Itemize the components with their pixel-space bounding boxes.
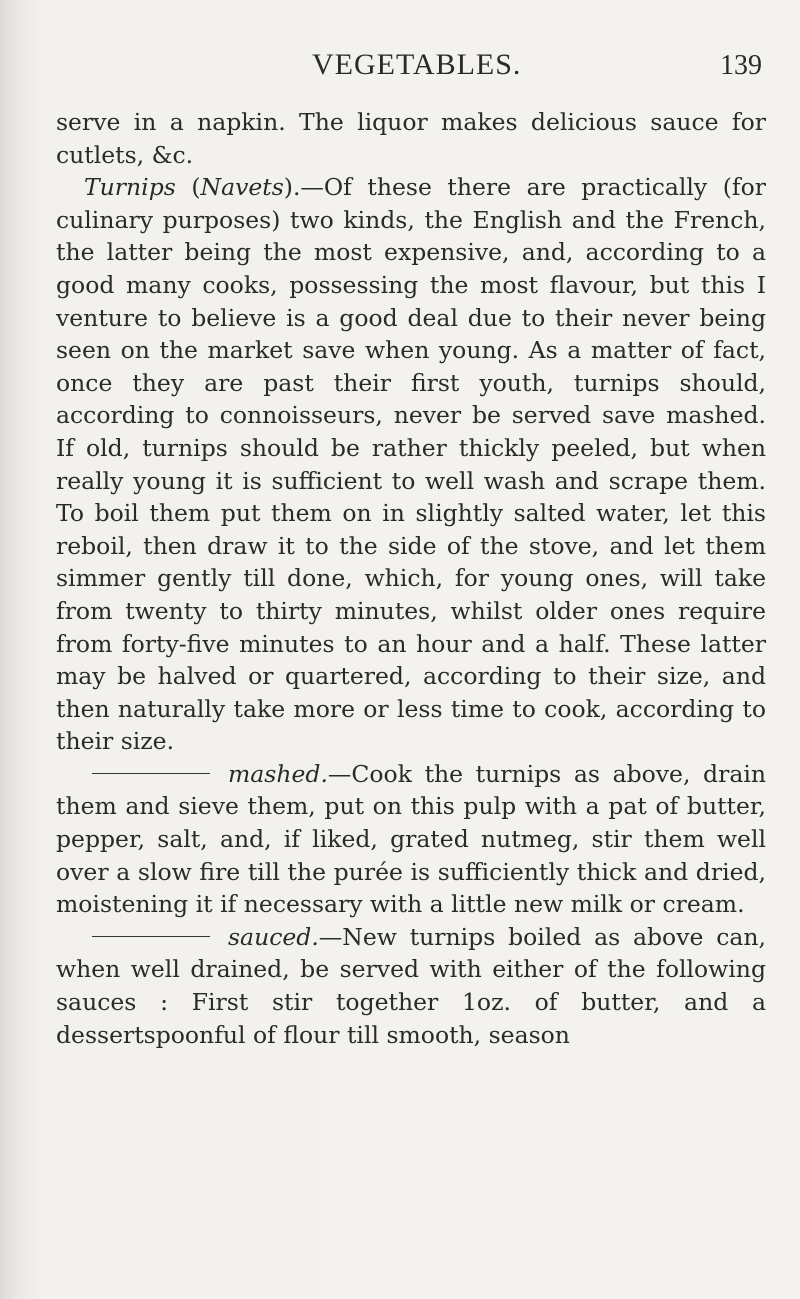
entry-term: mashed. <box>228 759 328 788</box>
entry-term: Turnips <box>84 173 176 202</box>
ditto-rule <box>92 936 210 938</box>
entry-term: sauced. <box>228 922 319 951</box>
paragraph-napkin <box>56 106 766 171</box>
paragraph-text: serve in a napkin. The liquor makes delicious sauce for cutlets, &c. <box>56 108 766 169</box>
page-header <box>0 48 800 88</box>
paragraph-mashed <box>56 758 766 921</box>
entry-term-french: Navets <box>200 173 284 202</box>
page-number: 139 <box>720 50 762 81</box>
entry-body: ).—Of these there are practically (for culinary purposes) two kinds, the English and the French, the latter being the most expensive, and, according to a good many cooks, possessing the most flavour, but this I venture to believe is a good deal due to their never being seen on the market save when young. As a matter of fact, once they are past their first youth, turnips should, according to connoisseurs, never be served save mashed. If old, turnips should be rather thickly peeled, but when really young it is sufficient to well wash and scrape them. To boil them put them on in slightly salted water, let this reboil, then draw it to the side of the stove, and let them simmer gently till done, which, for young ones, will take from twenty to thirty minutes, whilst older ones require from forty-five minutes to an hour and a half. These latter may be halved or quartered, according to their size, and then naturally take more or less time to cook, according to their size. <box>56 173 766 756</box>
entry-body: —New turnips boiled as above can, when well drained, be served with either of the following sauces : First stir together 1oz. of butter, and a dessertspoonful of flour till smooth, season <box>56 922 766 1049</box>
paragraph-sauced <box>56 921 766 1051</box>
running-title: VEGETABLES. <box>312 48 522 81</box>
entry-paren-open: ( <box>175 173 201 202</box>
ditto-rule <box>92 773 210 775</box>
paragraph-turnips <box>56 171 766 758</box>
entry-body: —Cook the turnips as above, drain them and sieve them, put on this pulp with a pat of butter, pepper, salt, and, if liked, grated nutmeg, stir them well over a slow fire till the purée is sufficiently thick and dried, moistening it if necessary with a little new milk or cream. <box>56 759 766 919</box>
body-text <box>56 106 766 1051</box>
